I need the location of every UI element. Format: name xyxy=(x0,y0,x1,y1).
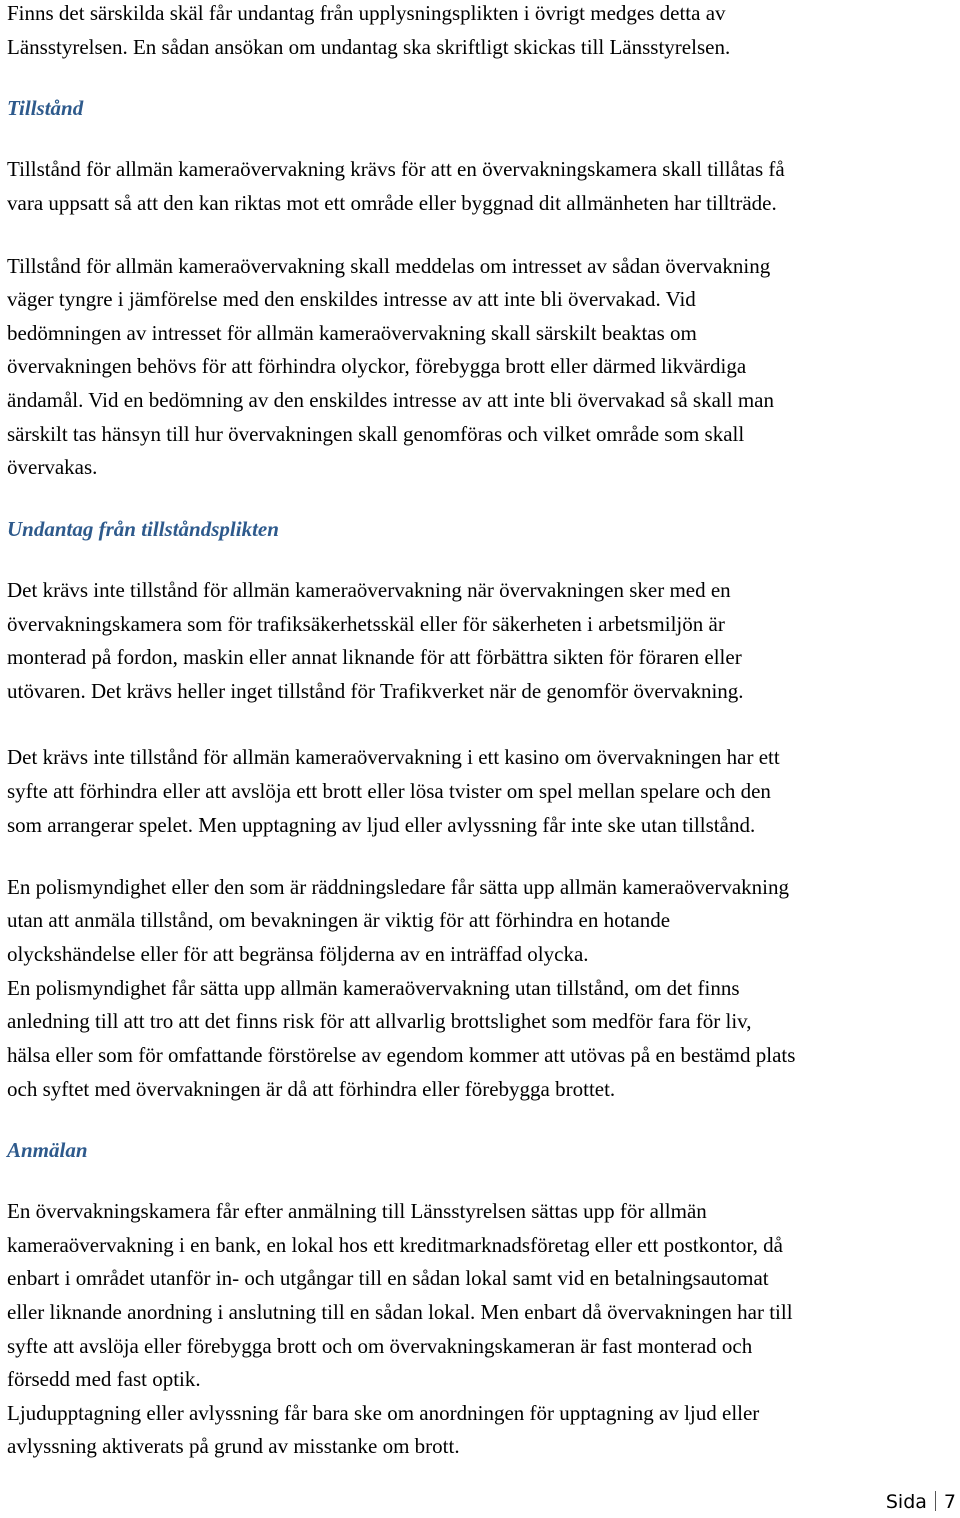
text-line: utövaren. Det krävs heller inget tillstånd för Trafikverket när de genomför övervakning. xyxy=(7,679,744,703)
text-line: vara uppsatt så att den kan riktas mot ett område eller byggnad dit allmänheten har tillträde. xyxy=(7,191,777,215)
text-line: kameraövervakning i en bank, en lokal hos ett kreditmarknadsföretag eller ett postkontor, då xyxy=(7,1233,783,1257)
text-line: monterad på fordon, maskin eller annat liknande för att förbättra sikten för föraren eller xyxy=(7,645,742,669)
section-heading-tillstand: Tillstånd xyxy=(7,96,84,120)
text-line: försedd med fast optik. xyxy=(7,1367,201,1391)
text-line: ändamål. Vid en bedömning av den enskildes intresse av att inte bli övervakad så skall man xyxy=(7,388,774,412)
text-line: enbart i området utanför in- och utgångar till en sådan lokal samt vid en betalningsautomat xyxy=(7,1266,769,1290)
text-line: utan att anmäla tillstånd, om bevakningen är viktig för att förhindra en hotande xyxy=(7,908,671,932)
page-number: 7 xyxy=(943,1491,956,1513)
page-footer xyxy=(886,1490,956,1514)
text-line: hälsa eller som för omfattande förstörelse av egendom kommer att utövas på en bestämd plats xyxy=(7,1043,796,1067)
text-line: övervakningskamera som för trafiksäkerhetsskäl eller för säkerheten i arbetsmiljön är xyxy=(7,612,725,636)
text-line: Det krävs inte tillstånd för allmän kameraövervakning i ett kasino om övervakningen har ett xyxy=(7,745,780,769)
text-line: En polismyndighet eller den som är räddningsledare får sätta upp allmän kameraövervakning xyxy=(7,875,789,899)
text-line: eller liknande anordning i anslutning till en sådan lokal. Men enbart då övervakningen har till xyxy=(7,1300,793,1324)
text-line: avlyssning aktiverats på grund av misstanke om brott. xyxy=(7,1434,460,1458)
text-line: bedömningen av intresset för allmän kameraövervakning skall särskilt beaktas om xyxy=(7,321,697,345)
footer-divider xyxy=(935,1491,936,1511)
text-line: Ljudupptagning eller avlyssning får bara ske om anordningen för upptagning av ljud eller xyxy=(7,1401,760,1425)
text-line: Det krävs inte tillstånd för allmän kameraövervakning när övervakningen sker med en xyxy=(7,578,731,602)
text-line: Tillstånd för allmän kameraövervakning krävs för att en övervakningskamera skall tillåtas få xyxy=(7,157,785,181)
section-heading-undantag: Undantag från tillståndsplikten xyxy=(7,517,279,541)
text-line: En övervakningskamera får efter anmälning till Länsstyrelsen sättas upp för allmän xyxy=(7,1199,707,1223)
text-line: särskilt tas hänsyn till hur övervakningen skall genomföras och vilket område som skall xyxy=(7,422,745,446)
text-line: väger tyngre i jämförelse med den enskildes intresse av att inte bli övervakad. Vid xyxy=(7,287,696,311)
text-line: och syftet med övervakningen är då att förhindra eller förebygga brottet. xyxy=(7,1077,616,1101)
text-line: övervakas. xyxy=(7,455,98,479)
text-line: som arrangerar spelet. Men upptagning av ljud eller avlyssning får inte ske utan tillstånd. xyxy=(7,813,756,837)
text-line: övervakningen behövs för att förhindra olyckor, förebygga brott eller därmed likvärdiga xyxy=(7,354,747,378)
text-line: olyckshändelse eller för att begränsa följderna av en inträffad olycka. xyxy=(7,942,589,966)
text-line: Tillstånd för allmän kameraövervakning skall meddelas om intresset av sådan övervakning xyxy=(7,254,771,278)
text-line: Finns det särskilda skäl får undantag från upplysningsplikten i övrigt medges detta av xyxy=(7,1,726,25)
text-line: syfte att avslöja eller förebygga brott och om övervakningskameran är fast monterad och xyxy=(7,1334,753,1358)
text-line: En polismyndighet får sätta upp allmän kameraövervakning utan tillstånd, om det finns xyxy=(7,976,740,1000)
text-line: anledning till att tro att det finns risk för att allvarlig brottslighet som medför fara för liv, xyxy=(7,1009,752,1033)
text-line: syfte att förhindra eller att avslöja ett brott eller lösa tvister om spel mellan spelare och den xyxy=(7,779,771,803)
page-label: Sida xyxy=(885,1491,927,1513)
text-line: Länsstyrelsen. En sådan ansökan om undantag ska skriftligt skickas till Länsstyrelsen. xyxy=(7,35,731,59)
section-heading-anmalan: Anmälan xyxy=(7,1138,88,1162)
